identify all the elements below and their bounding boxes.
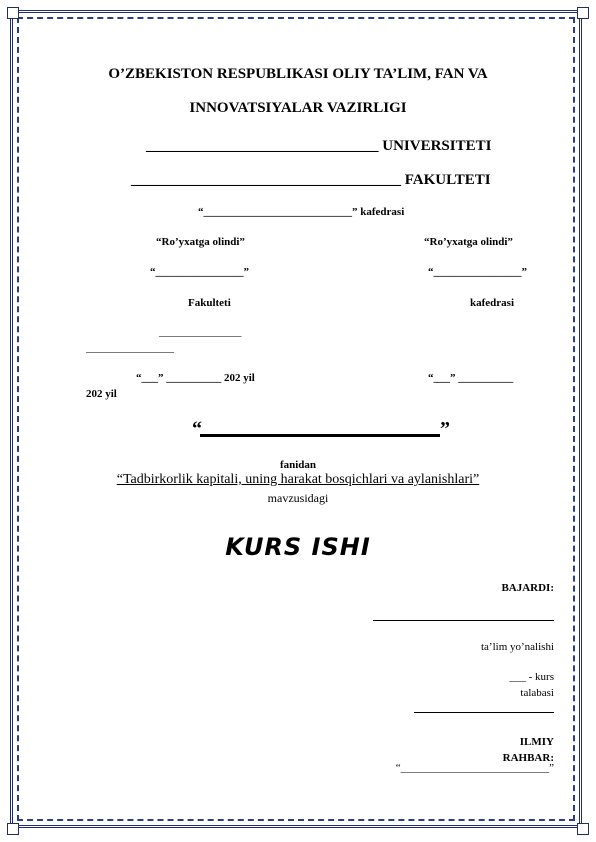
bajardi-label: BAJARDI: [501,582,554,594]
supervisor-name-blank: “___________________________” [395,762,554,774]
border-corner-bottom-right [577,823,589,835]
supervisor-label-line-1: ILMIY [519,736,554,748]
faculty-row [131,172,491,189]
supervisor-label-line-2: RAHBAR: [502,752,554,764]
subject-quote-open: “ [192,418,202,440]
left-registration-number: “________________” [150,266,249,278]
left-date-year: 202 yil [86,388,117,400]
faculty-blank: ____________________________________ [131,172,401,188]
left-unit-label: Fakulteti [188,297,231,309]
department-line: “___________________________” kafedrasi [198,206,405,218]
subject-quote-close: ” [440,418,450,440]
group-blank [414,712,554,713]
document-title: KURS ISHI [225,533,371,561]
direction-label: ta’lim yo’nalishi [480,641,554,653]
student-name-blank [373,620,554,621]
university-blank: _______________________________ [146,138,379,154]
right-date-line: “___” __________ [428,372,514,384]
course-label: ___ - kurs [509,671,554,683]
student-label: talabasi [520,687,554,699]
topic-title: “Tadbirkorlik kapitali, uning harakat bosqichlari va aylanishlari” [116,472,480,487]
right-unit-label: kafedrasi [470,297,514,309]
left-date-line: “___” __________ 202 yil [136,372,255,384]
subject-name-blank [200,434,440,437]
left-registered-label: “Ro’yxatga olindi” [156,236,245,248]
right-registration-number: “________________” [428,266,527,278]
university-row [146,138,491,155]
border-corner-top-left [7,7,19,19]
left-blank-line: _______________ [159,326,242,338]
fanidan-label: fanidan [279,459,317,471]
mavzusidagi-label: mavzusidagi [267,491,329,505]
university-label: UNIVERSITETI [382,138,492,154]
border-corner-top-right [577,7,589,19]
ministry-line-1: O’ZBEKISTON RESPUBLIKASI OLIY TA’LIM, FAN VA [108,66,488,82]
left-blank-line-2: ________________ [86,342,174,354]
faculty-label: FAKULTETI [404,172,491,188]
ministry-line-2: INNOVATSIYALAR VAZIRLIGI [189,100,407,116]
border-corner-bottom-left [7,823,19,835]
right-registered-label: “Ro’yxatga olindi” [424,236,513,248]
